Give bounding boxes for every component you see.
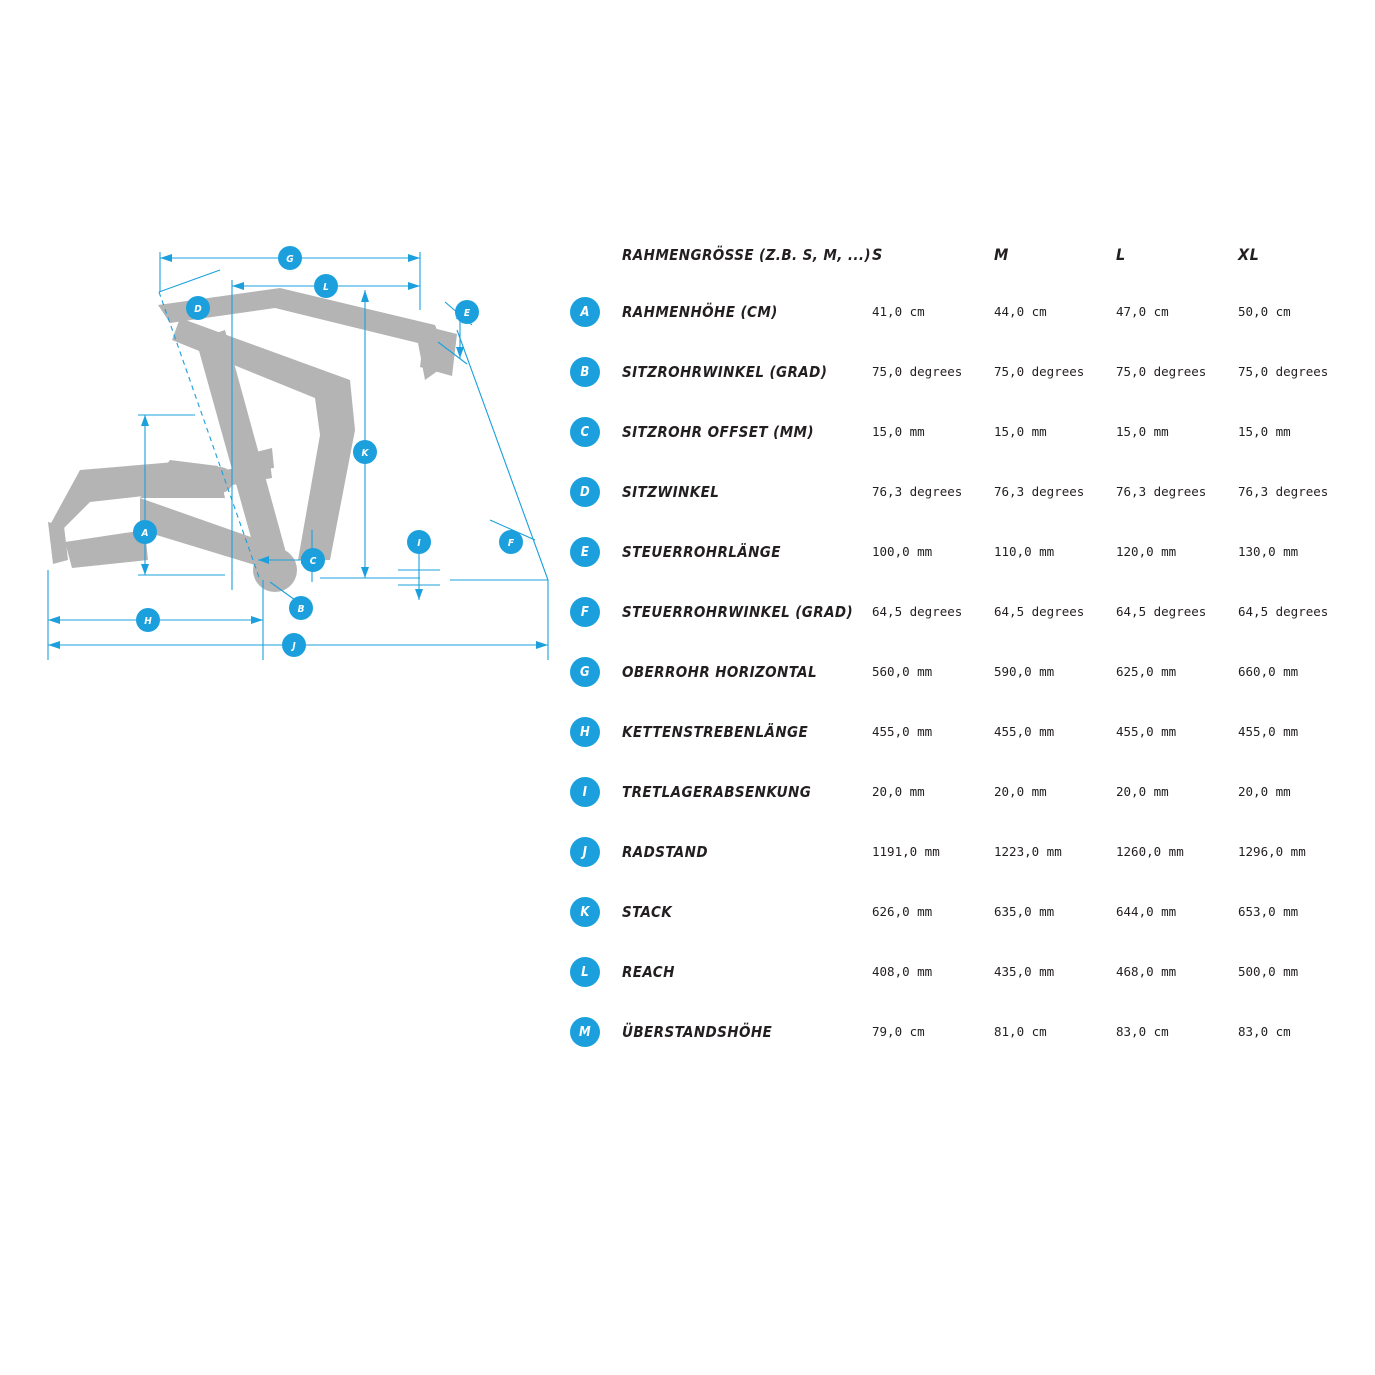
marker-label: E <box>463 308 471 319</box>
header-size-m: M <box>994 245 1009 264</box>
dimension-label: SITZWINKEL <box>622 482 720 501</box>
frame-silhouette <box>48 288 457 592</box>
value-text: 1191,0 mm <box>872 844 940 859</box>
dimension-badge: M <box>570 1017 600 1047</box>
value-text: 15,0 mm <box>994 424 1047 439</box>
header-size-xl: XL <box>1238 245 1260 264</box>
row-label-cell <box>622 402 872 462</box>
dimension-badge: C <box>570 417 600 447</box>
dimension-label: OBERROHR HORIZONTAL <box>622 662 818 681</box>
value-text: 64,5 degrees <box>1116 604 1207 619</box>
value-text: 455,0 mm <box>994 724 1055 739</box>
dimension-badge: D <box>570 477 600 507</box>
row-label-cell <box>622 342 872 402</box>
diagram-marker-E <box>455 300 479 324</box>
dimension-label: STACK <box>622 902 673 921</box>
value-text: 50,0 cm <box>1238 304 1291 319</box>
value-text: 76,3 degrees <box>872 484 963 499</box>
value-cell <box>1238 342 1360 402</box>
value-cell <box>872 1002 994 1062</box>
value-cell <box>1116 642 1238 702</box>
value-text: 660,0 mm <box>1238 664 1299 679</box>
table-row <box>570 942 1360 1002</box>
dimension-badge: F <box>570 597 600 627</box>
value-cell <box>994 282 1116 342</box>
dimension-badge: J <box>570 837 600 867</box>
dimension-badge: L <box>570 957 600 987</box>
value-text: 435,0 mm <box>994 964 1055 979</box>
value-text: 20,0 mm <box>1116 784 1169 799</box>
value-text: 76,3 degrees <box>1238 484 1329 499</box>
table-row <box>570 822 1360 882</box>
value-text: 635,0 mm <box>994 904 1055 919</box>
table-row <box>570 642 1360 702</box>
value-cell <box>872 402 994 462</box>
value-text: 44,0 cm <box>994 304 1047 319</box>
row-badge-cell <box>570 822 622 882</box>
table-row <box>570 1002 1360 1062</box>
value-cell <box>872 522 994 582</box>
dimension-badge: A <box>570 297 600 327</box>
row-label-cell <box>622 1002 872 1062</box>
dimension-badge: G <box>570 657 600 687</box>
value-text: 560,0 mm <box>872 664 933 679</box>
value-cell <box>1116 882 1238 942</box>
header-size-l: L <box>1116 245 1126 264</box>
value-text: 455,0 mm <box>872 724 933 739</box>
dimension-label: REACH <box>622 962 675 981</box>
value-text: 1223,0 mm <box>994 844 1062 859</box>
dimension-label: STEUERROHRLÄNGE <box>622 542 781 561</box>
header-size-s: S <box>872 245 883 264</box>
value-cell <box>1238 702 1360 762</box>
row-label-cell <box>622 282 872 342</box>
geometry-table <box>570 228 1360 1062</box>
table-row <box>570 582 1360 642</box>
value-cell <box>872 282 994 342</box>
dimension-badge: E <box>570 537 600 567</box>
table-header-row <box>570 228 1360 282</box>
dimension-label: SITZROHR OFFSET (MM) <box>622 422 814 441</box>
value-text: 1260,0 mm <box>1116 844 1184 859</box>
value-text: 75,0 degrees <box>872 364 963 379</box>
marker-label: A <box>141 528 149 539</box>
value-text: 408,0 mm <box>872 964 933 979</box>
dimension-label: RAHMENHÖHE (CM) <box>622 302 778 321</box>
value-cell <box>872 342 994 402</box>
marker-label: L <box>323 282 329 293</box>
value-text: 100,0 mm <box>872 544 933 559</box>
diagram-marker-C <box>301 548 325 572</box>
row-badge-cell <box>570 582 622 642</box>
value-text: 130,0 mm <box>1238 544 1299 559</box>
value-cell <box>994 402 1116 462</box>
value-cell <box>1238 462 1360 522</box>
marker-label: D <box>194 304 202 315</box>
diagram-marker-D <box>186 296 210 320</box>
value-cell <box>994 342 1116 402</box>
value-cell <box>872 582 994 642</box>
value-cell <box>1116 822 1238 882</box>
value-cell <box>994 522 1116 582</box>
table-row <box>570 342 1360 402</box>
value-text: 81,0 cm <box>994 1024 1047 1039</box>
value-cell <box>1116 462 1238 522</box>
row-label-cell <box>622 762 872 822</box>
value-text: 41,0 cm <box>872 304 925 319</box>
value-cell <box>994 582 1116 642</box>
marker-label: F <box>507 538 515 549</box>
value-text: 64,5 degrees <box>994 604 1085 619</box>
dimension-label: SITZROHRWINKEL (GRAD) <box>622 362 828 381</box>
value-cell <box>1116 522 1238 582</box>
value-cell <box>872 462 994 522</box>
row-badge-cell <box>570 702 622 762</box>
value-cell <box>994 942 1116 1002</box>
table-row <box>570 282 1360 342</box>
value-text: 1296,0 mm <box>1238 844 1306 859</box>
value-cell <box>1116 282 1238 342</box>
dimension-label: TRETLAGERABSENKUNG <box>622 782 812 801</box>
value-cell <box>1116 342 1238 402</box>
value-text: 500,0 mm <box>1238 964 1299 979</box>
value-cell <box>1238 942 1360 1002</box>
value-cell <box>1116 402 1238 462</box>
dimension-label: STEUERROHRWINKEL (GRAD) <box>622 602 854 621</box>
table-row <box>570 402 1360 462</box>
value-text: 590,0 mm <box>994 664 1055 679</box>
diagram-marker-B <box>289 596 313 620</box>
value-text: 653,0 mm <box>1238 904 1299 919</box>
value-text: 20,0 mm <box>994 784 1047 799</box>
row-label-cell <box>622 702 872 762</box>
row-label-cell <box>622 582 872 642</box>
row-label-cell <box>622 882 872 942</box>
diagram-marker-J <box>282 633 306 657</box>
table-row <box>570 522 1360 582</box>
header-badge-spacer <box>570 228 622 282</box>
value-text: 625,0 mm <box>1116 664 1177 679</box>
value-text: 110,0 mm <box>994 544 1055 559</box>
value-text: 15,0 mm <box>872 424 925 439</box>
value-cell <box>994 822 1116 882</box>
value-text: 455,0 mm <box>1116 724 1177 739</box>
dimension-badge: I <box>570 777 600 807</box>
diagram-marker-A <box>133 520 157 544</box>
value-cell <box>872 822 994 882</box>
value-cell <box>872 942 994 1002</box>
row-label-cell <box>622 642 872 702</box>
value-cell <box>872 882 994 942</box>
value-text: 76,3 degrees <box>994 484 1085 499</box>
marker-label: J <box>292 641 296 652</box>
value-cell <box>1238 882 1360 942</box>
row-badge-cell <box>570 882 622 942</box>
row-badge-cell <box>570 1002 622 1062</box>
dimension-label: ÜBERSTANDSHÖHE <box>622 1022 773 1041</box>
marker-label: G <box>286 254 294 265</box>
value-text: 75,0 degrees <box>1238 364 1329 379</box>
value-cell <box>872 642 994 702</box>
dimension-badge: B <box>570 357 600 387</box>
marker-label: K <box>361 448 369 459</box>
row-label-cell <box>622 462 872 522</box>
value-cell <box>994 882 1116 942</box>
value-text: 120,0 mm <box>1116 544 1177 559</box>
value-text: 20,0 mm <box>872 784 925 799</box>
marker-label: H <box>144 616 152 627</box>
value-text: 455,0 mm <box>1238 724 1299 739</box>
value-cell <box>994 762 1116 822</box>
value-cell <box>1116 1002 1238 1062</box>
row-badge-cell <box>570 282 622 342</box>
diagram-marker-G <box>278 246 302 270</box>
value-cell <box>872 762 994 822</box>
value-text: 644,0 mm <box>1116 904 1177 919</box>
value-text: 64,5 degrees <box>872 604 963 619</box>
value-cell <box>872 702 994 762</box>
value-cell <box>994 462 1116 522</box>
value-text: 468,0 mm <box>1116 964 1177 979</box>
value-cell <box>994 642 1116 702</box>
value-cell <box>1238 402 1360 462</box>
row-badge-cell <box>570 522 622 582</box>
row-badge-cell <box>570 462 622 522</box>
value-cell <box>1116 582 1238 642</box>
dimension-badge: K <box>570 897 600 927</box>
dimension-label: RADSTAND <box>622 842 708 861</box>
marker-label: C <box>309 556 317 567</box>
row-badge-cell <box>570 942 622 1002</box>
row-badge-cell <box>570 642 622 702</box>
value-cell <box>1238 582 1360 642</box>
header-frame-size: RAHMENGRÖSSE (Z.B. S, M, ...) <box>622 245 871 264</box>
value-cell <box>1116 702 1238 762</box>
table-row <box>570 702 1360 762</box>
value-cell <box>994 702 1116 762</box>
value-text: 15,0 mm <box>1116 424 1169 439</box>
row-label-cell <box>622 522 872 582</box>
value-cell <box>1238 282 1360 342</box>
geometry-table-panel <box>570 228 1360 1062</box>
row-label-cell <box>622 822 872 882</box>
value-cell <box>1116 762 1238 822</box>
dimension-badge: H <box>570 717 600 747</box>
diagram-marker-F <box>499 530 523 554</box>
row-badge-cell <box>570 762 622 822</box>
value-cell <box>1116 942 1238 1002</box>
row-badge-cell <box>570 342 622 402</box>
value-cell <box>1238 522 1360 582</box>
value-cell <box>1238 822 1360 882</box>
bike-geometry-diagram <box>20 230 550 690</box>
value-text: 20,0 mm <box>1238 784 1291 799</box>
value-cell <box>1238 642 1360 702</box>
row-label-cell <box>622 942 872 1002</box>
value-text: 76,3 degrees <box>1116 484 1207 499</box>
value-text: 64,5 degrees <box>1238 604 1329 619</box>
marker-label: I <box>417 538 421 549</box>
value-text: 75,0 degrees <box>1116 364 1207 379</box>
value-text: 15,0 mm <box>1238 424 1291 439</box>
diagram-marker-L <box>314 274 338 298</box>
value-cell <box>1238 1002 1360 1062</box>
value-cell <box>1238 762 1360 822</box>
value-text: 83,0 cm <box>1116 1024 1169 1039</box>
value-text: 47,0 cm <box>1116 304 1169 319</box>
value-text: 626,0 mm <box>872 904 933 919</box>
value-text: 83,0 cm <box>1238 1024 1291 1039</box>
value-cell <box>994 1002 1116 1062</box>
diagram-marker-I <box>407 530 431 554</box>
row-badge-cell <box>570 402 622 462</box>
diagram-marker-H <box>136 608 160 632</box>
table-row <box>570 882 1360 942</box>
value-text: 75,0 degrees <box>994 364 1085 379</box>
table-row <box>570 462 1360 522</box>
dimension-label: KETTENSTREBENLÄNGE <box>622 722 809 741</box>
value-text: 79,0 cm <box>872 1024 925 1039</box>
marker-label: B <box>297 604 305 615</box>
table-row <box>570 762 1360 822</box>
diagram-marker-K <box>353 440 377 464</box>
